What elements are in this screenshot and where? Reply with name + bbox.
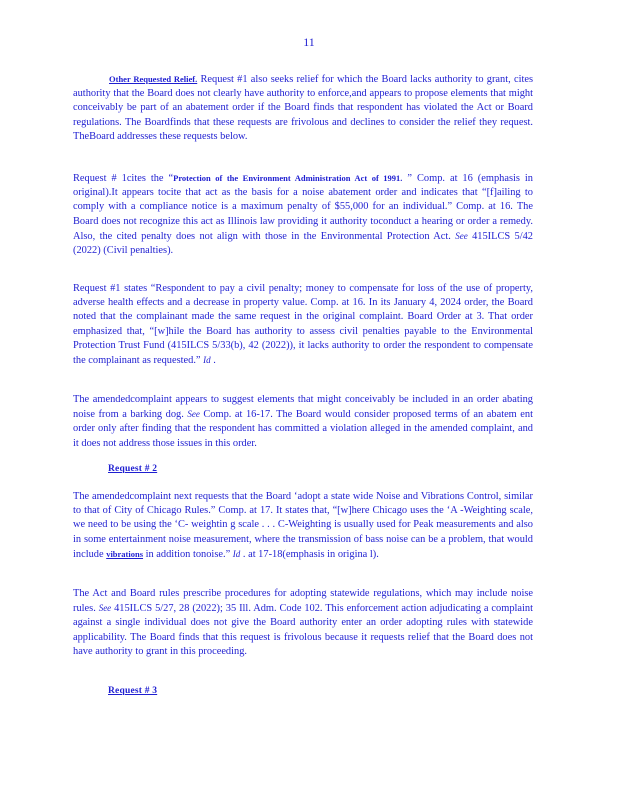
- paragraph-text: in addition tonoise.”: [143, 548, 233, 560]
- paragraph-text: ” Comp. at 16 (emphasis in original).It appears tocite that act as the basis for a noise abatement order and indicates that “[f]ailing to comply with a compliance notice is a maximum penalty of $55,000 for an individual.” Comp. at 16. The Board does not recognize this act as Illinois law providing it authority toconduct a hearing or order a remedy. Also, the cited penalty does not align with those in the Environmental Protection Act.: [73, 173, 533, 242]
- citation-signal: See: [187, 409, 200, 420]
- paragraph-rulemaking: [73, 587, 533, 659]
- citation-signal: Id: [232, 548, 241, 559]
- section-heading-request-2: Request # 2: [108, 464, 158, 474]
- paragraph-text: 415ILCS 5/27, 28 (2022); 35 Ill. Adm. Code 102. This enforcement action adjudicating a complaint against a single individual does not give the Board authority enter an order adopting rules with statewide applicability. The Board finds that this request is frivolous because it requests relief that the Board does not have authority to grant in this proceeding.: [73, 603, 533, 657]
- paragraph-amended-complaint: [73, 393, 533, 451]
- act-title: Protection of the Environment Administration Act of 1991.: [173, 173, 403, 183]
- paragraph-text: 415ILCS 5/42 (2022) (Civil penalties).: [73, 230, 533, 257]
- paragraph-text: The amendedcomplaint next requests that the Board ‘adopt a state wide Noise and Vibrations Control, similar to that of City of Chicago Rules.” Comp. at 17. It states that, “[w]here Chicago uses the ‘A -Weighting scale, we need to be using the ‘C- weightin g scale . . . C-Weighting is usually used for Peak measurements and also in some entertainment noise measurement, where the transmission of bass noise can be a problem, that would include: [73, 491, 533, 560]
- paragraph-other-relief: [73, 72, 533, 144]
- paragraph-text: . at 17-18(emphasis in origina l).: [240, 548, 379, 560]
- paragraph-request1-penalty: [73, 282, 533, 368]
- citation-signal: See: [455, 230, 468, 241]
- paragraph-request2: [73, 490, 533, 562]
- paragraph-text: Request #1 states “Respondent to pay a civil penalty; money to compensate for loss of the use of property, adverse health effects and a decrease in property value. Comp. at 16. In its January 4, 2024 order, the Board noted that the complainant made the same request in the original complaint. Board Order at 3. That order emphasized that, “[w]hile the Board has authority to assess civil penalties payable to the Environmental Protection Trust Fund (415ILCS 5/33(b), 42 (2022)), it lacks authority to order the respondent to compensate the complainant as requested.”: [73, 283, 533, 367]
- paragraph-text: Request #1 also seeks relief for which the Board lacks authority to grant, cites authority that the Board does not clearly have authority to enforce,and appears to propose elements that might conceivably be part of an abatement order if the Board finds that respondent has violated the Act or Board regulations. The Boardfinds that these requests are frivolous and declines to consider the relief they request. TheBoard addresses these requests below.: [73, 74, 533, 142]
- paragraph-text: The amendedcomplaint appears to suggest elements that might conceivably be included in an order abating noise from a barking dog.: [73, 394, 533, 421]
- paragraph-text: The Act and Board rules prescribe procedures for adopting statewide regulations, which may include noise rules.: [73, 588, 533, 615]
- citation-signal: See: [98, 603, 112, 614]
- page-number: 11: [303, 35, 315, 49]
- emphasized-word: vibrations: [106, 548, 144, 559]
- paragraph-request1-act: [73, 171, 533, 258]
- paragraph-text: Request # 1cites the “: [73, 173, 174, 184]
- citation-signal: Id: [203, 355, 211, 366]
- section-heading-request-3: Request # 3: [108, 686, 158, 696]
- paragraph-text: Comp. at 16-17. The Board would consider proposed terms of an abatem ent order only after finding that the respondent has committed a violation alleged in the amended complaint, and it does not address those issues in this order.: [73, 409, 533, 449]
- section-heading-other-relief: Other Requested Relief.: [109, 74, 198, 84]
- paragraph-text: .: [210, 355, 216, 367]
